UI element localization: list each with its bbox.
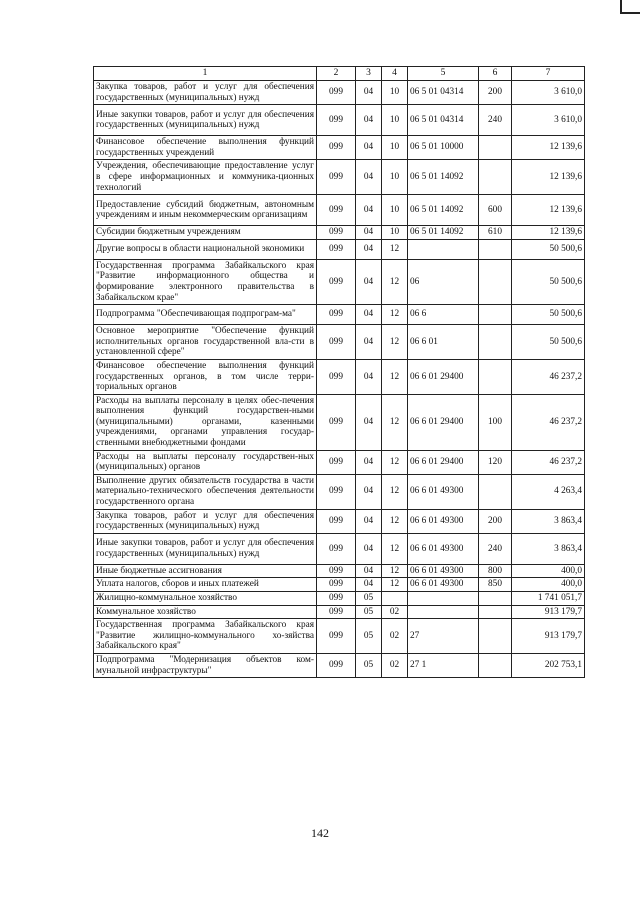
expense-type-cell: [479, 619, 512, 654]
expense-type-cell: [479, 325, 512, 360]
target-code-cell: 06 6 01 49300: [408, 533, 479, 564]
expense-type-cell: [479, 359, 512, 394]
amount-cell: 12 139,6: [512, 195, 585, 226]
expense-type-cell: [479, 653, 512, 677]
subsection-code-cell: 10: [382, 226, 408, 240]
expense-type-cell: 100: [479, 394, 512, 450]
row-name-cell: Жилищно-коммунальное хозяйство: [94, 592, 317, 606]
section-code-cell: 04: [356, 359, 382, 394]
section-code-cell: 04: [356, 474, 382, 509]
target-code-cell: 06 5 01 04314: [408, 81, 479, 105]
subsection-code-cell: 12: [382, 533, 408, 564]
expense-type-cell: [479, 136, 512, 160]
row-name-cell: Основное мероприятие "Обеспечение функций исполнительных органов государственной вла-сти в установленной сфере": [94, 325, 317, 360]
subsection-code-cell: 02: [382, 653, 408, 677]
section-code-cell: 05: [356, 619, 382, 654]
row-name-cell: Расходы на выплаты персоналу в целях обес-печения выполнения функций государствен-ными (муниципальными) органами, казенными учреждениями, органами управления государ-ственными внебюджетными фондами: [94, 394, 317, 450]
admin-code-cell: 099: [317, 564, 356, 578]
section-code-cell: 04: [356, 160, 382, 195]
section-code-cell: 04: [356, 509, 382, 533]
subsection-code-cell: 12: [382, 578, 408, 592]
target-code-cell: [408, 592, 479, 606]
row-name-cell: Иные закупки товаров, работ и услуг для обеспечения государственных (муниципальных) нужд: [94, 533, 317, 564]
subsection-code-cell: 12: [382, 474, 408, 509]
corner-crop-mark: [620, 0, 640, 14]
section-code-cell: 04: [356, 81, 382, 105]
subsection-code-cell: 10: [382, 105, 408, 136]
row-name-cell: Финансовое обеспечение выполнения функций государственных учреждений: [94, 136, 317, 160]
expense-type-cell: [479, 259, 512, 304]
section-code-cell: 04: [356, 394, 382, 450]
row-name-cell: Предоставление субсидий бюджетным, автономным учреждениям и иным некоммерческим организациям: [94, 195, 317, 226]
subsection-code-cell: 10: [382, 81, 408, 105]
amount-cell: 1 741 051,7: [512, 592, 585, 606]
row-name-cell: Государственная программа Забайкальского края "Развитие информационного общества и формирование электронного правительства в Забайкальском крае": [94, 259, 317, 304]
expense-type-cell: 800: [479, 564, 512, 578]
section-code-cell: 04: [356, 564, 382, 578]
row-name-cell: Подпрограмма "Обеспечивающая подпрограм-ма": [94, 305, 317, 325]
table-row: [94, 564, 585, 578]
target-code-cell: 06 6 01 29400: [408, 450, 479, 474]
amount-cell: 4 263,4: [512, 474, 585, 509]
section-code-cell: 04: [356, 450, 382, 474]
row-name-cell: Закупка товаров, работ и услуг для обеспечения государственных (муниципальных) нужд: [94, 81, 317, 105]
table-row: [94, 578, 585, 592]
table-row: [94, 605, 585, 619]
table-row: [94, 653, 585, 677]
header-row: [94, 67, 585, 81]
amount-cell: 202 753,1: [512, 653, 585, 677]
section-code-cell: 04: [356, 259, 382, 304]
admin-code-cell: 099: [317, 305, 356, 325]
expense-type-cell: 600: [479, 195, 512, 226]
admin-code-cell: 099: [317, 136, 356, 160]
budget-table-body: [94, 67, 585, 678]
table-row: [94, 325, 585, 360]
target-code-cell: 06 6 01 29400: [408, 359, 479, 394]
table-row: [94, 450, 585, 474]
table-row: [94, 592, 585, 606]
subsection-code-cell: 10: [382, 195, 408, 226]
row-name-cell: Расходы на выплаты персоналу государствен-ных (муниципальных) органов: [94, 450, 317, 474]
section-code-cell: 04: [356, 578, 382, 592]
expense-type-cell: [479, 305, 512, 325]
section-code-cell: 05: [356, 605, 382, 619]
subsection-code-cell: 10: [382, 160, 408, 195]
row-name-cell: Субсидии бюджетным учреждениям: [94, 226, 317, 240]
table-row: [94, 619, 585, 654]
page-number: 142: [311, 826, 329, 840]
admin-code-cell: 099: [317, 509, 356, 533]
section-code-cell: 04: [356, 195, 382, 226]
header-cell: 6: [479, 67, 512, 81]
budget-table: [93, 66, 585, 678]
admin-code-cell: 099: [317, 195, 356, 226]
section-code-cell: 04: [356, 325, 382, 360]
target-code-cell: [408, 605, 479, 619]
row-name-cell: Финансовое обеспечение выполнения функций государственных органов, в том числе терри-ториальных органов: [94, 359, 317, 394]
admin-code-cell: 099: [317, 359, 356, 394]
amount-cell: 3 863,4: [512, 533, 585, 564]
subsection-code-cell: 02: [382, 605, 408, 619]
subsection-code-cell: 02: [382, 619, 408, 654]
section-code-cell: 04: [356, 226, 382, 240]
subsection-code-cell: 12: [382, 239, 408, 259]
expense-type-cell: 240: [479, 533, 512, 564]
row-name-cell: Уплата налогов, сборов и иных платежей: [94, 578, 317, 592]
table-row: [94, 105, 585, 136]
amount-cell: 3 610,0: [512, 105, 585, 136]
expense-type-cell: [479, 239, 512, 259]
amount-cell: 50 500,6: [512, 239, 585, 259]
amount-cell: 12 139,6: [512, 226, 585, 240]
amount-cell: 50 500,6: [512, 259, 585, 304]
table-row: [94, 195, 585, 226]
amount-cell: 400,0: [512, 578, 585, 592]
target-code-cell: 27: [408, 619, 479, 654]
target-code-cell: 06 6 01 29400: [408, 394, 479, 450]
expense-type-cell: [479, 474, 512, 509]
table-row: [94, 160, 585, 195]
header-cell: 2: [317, 67, 356, 81]
section-code-cell: 05: [356, 653, 382, 677]
subsection-code-cell: 12: [382, 450, 408, 474]
header-cell: 7: [512, 67, 585, 81]
admin-code-cell: 099: [317, 239, 356, 259]
amount-cell: 46 237,2: [512, 359, 585, 394]
target-code-cell: 06 6 01 49300: [408, 578, 479, 592]
amount-cell: 913 179,7: [512, 605, 585, 619]
admin-code-cell: 099: [317, 450, 356, 474]
table-row: [94, 136, 585, 160]
admin-code-cell: 099: [317, 160, 356, 195]
amount-cell: 400,0: [512, 564, 585, 578]
table-row: [94, 259, 585, 304]
section-code-cell: 04: [356, 105, 382, 136]
expense-type-cell: 120: [479, 450, 512, 474]
subsection-code-cell: 12: [382, 359, 408, 394]
expense-type-cell: 610: [479, 226, 512, 240]
admin-code-cell: 099: [317, 81, 356, 105]
expense-type-cell: 240: [479, 105, 512, 136]
expense-type-cell: 200: [479, 509, 512, 533]
table-row: [94, 394, 585, 450]
header-cell: 1: [94, 67, 317, 81]
amount-cell: 46 237,2: [512, 450, 585, 474]
header-cell: 4: [382, 67, 408, 81]
amount-cell: 12 139,6: [512, 136, 585, 160]
subsection-code-cell: 10: [382, 136, 408, 160]
expense-type-cell: [479, 605, 512, 619]
admin-code-cell: 099: [317, 394, 356, 450]
target-code-cell: 06 5 01 14092: [408, 226, 479, 240]
admin-code-cell: 099: [317, 259, 356, 304]
table-row: [94, 305, 585, 325]
target-code-cell: 06 6 01 49300: [408, 509, 479, 533]
table-row: [94, 359, 585, 394]
header-cell: 3: [356, 67, 382, 81]
subsection-code-cell: 12: [382, 259, 408, 304]
section-code-cell: 04: [356, 239, 382, 259]
target-code-cell: 06 6: [408, 305, 479, 325]
admin-code-cell: 099: [317, 474, 356, 509]
row-name-cell: Учреждения, обеспечивающие предоставление услуг в сфере информационных и коммуника-ционных технологий: [94, 160, 317, 195]
section-code-cell: 04: [356, 136, 382, 160]
target-code-cell: 06 6 01 49300: [408, 474, 479, 509]
amount-cell: 12 139,6: [512, 160, 585, 195]
admin-code-cell: 099: [317, 226, 356, 240]
target-code-cell: 06 5 01 10000: [408, 136, 479, 160]
target-code-cell: 27 1: [408, 653, 479, 677]
amount-cell: 50 500,6: [512, 325, 585, 360]
amount-cell: 3 610,0: [512, 81, 585, 105]
row-name-cell: Выполнение других обязательств государства в части материально-технического обеспечения деятельности государственного органа: [94, 474, 317, 509]
table-row: [94, 474, 585, 509]
amount-cell: 50 500,6: [512, 305, 585, 325]
target-code-cell: 06 5 01 14092: [408, 195, 479, 226]
admin-code-cell: 099: [317, 533, 356, 564]
target-code-cell: 06 5 01 04314: [408, 105, 479, 136]
table-row: [94, 81, 585, 105]
subsection-code-cell: 12: [382, 564, 408, 578]
target-code-cell: 06 5 01 14092: [408, 160, 479, 195]
table-row: [94, 509, 585, 533]
expense-type-cell: 200: [479, 81, 512, 105]
amount-cell: 46 237,2: [512, 394, 585, 450]
budget-table-container: [93, 66, 584, 678]
row-name-cell: Иные закупки товаров, работ и услуг для обеспечения государственных (муниципальных) нужд: [94, 105, 317, 136]
expense-type-cell: [479, 592, 512, 606]
subsection-code-cell: [382, 592, 408, 606]
admin-code-cell: 099: [317, 605, 356, 619]
row-name-cell: Коммунальное хозяйство: [94, 605, 317, 619]
row-name-cell: Другие вопросы в области национальной экономики: [94, 239, 317, 259]
subsection-code-cell: 12: [382, 305, 408, 325]
section-code-cell: 05: [356, 592, 382, 606]
target-code-cell: 06: [408, 259, 479, 304]
expense-type-cell: [479, 160, 512, 195]
admin-code-cell: 099: [317, 653, 356, 677]
admin-code-cell: 099: [317, 325, 356, 360]
subsection-code-cell: 12: [382, 325, 408, 360]
table-row: [94, 226, 585, 240]
subsection-code-cell: 12: [382, 509, 408, 533]
row-name-cell: Подпрограмма "Модернизация объектов ком-мунальной инфраструктуры": [94, 653, 317, 677]
section-code-cell: 04: [356, 305, 382, 325]
section-code-cell: 04: [356, 533, 382, 564]
expense-type-cell: 850: [479, 578, 512, 592]
admin-code-cell: 099: [317, 592, 356, 606]
target-code-cell: 06 6 01: [408, 325, 479, 360]
row-name-cell: Закупка товаров, работ и услуг для обеспечения государственных (муниципальных) нужд: [94, 509, 317, 533]
target-code-cell: [408, 239, 479, 259]
admin-code-cell: 099: [317, 105, 356, 136]
amount-cell: 913 179,7: [512, 619, 585, 654]
row-name-cell: Иные бюджетные ассигнования: [94, 564, 317, 578]
subsection-code-cell: 12: [382, 394, 408, 450]
table-row: [94, 533, 585, 564]
amount-cell: 3 863,4: [512, 509, 585, 533]
admin-code-cell: 099: [317, 578, 356, 592]
admin-code-cell: 099: [317, 619, 356, 654]
header-cell: 5: [408, 67, 479, 81]
row-name-cell: Государственная программа Забайкальского края "Развитие жилищно-коммунального хо-зяйства Забайкальского края": [94, 619, 317, 654]
target-code-cell: 06 6 01 49300: [408, 564, 479, 578]
table-row: [94, 239, 585, 259]
